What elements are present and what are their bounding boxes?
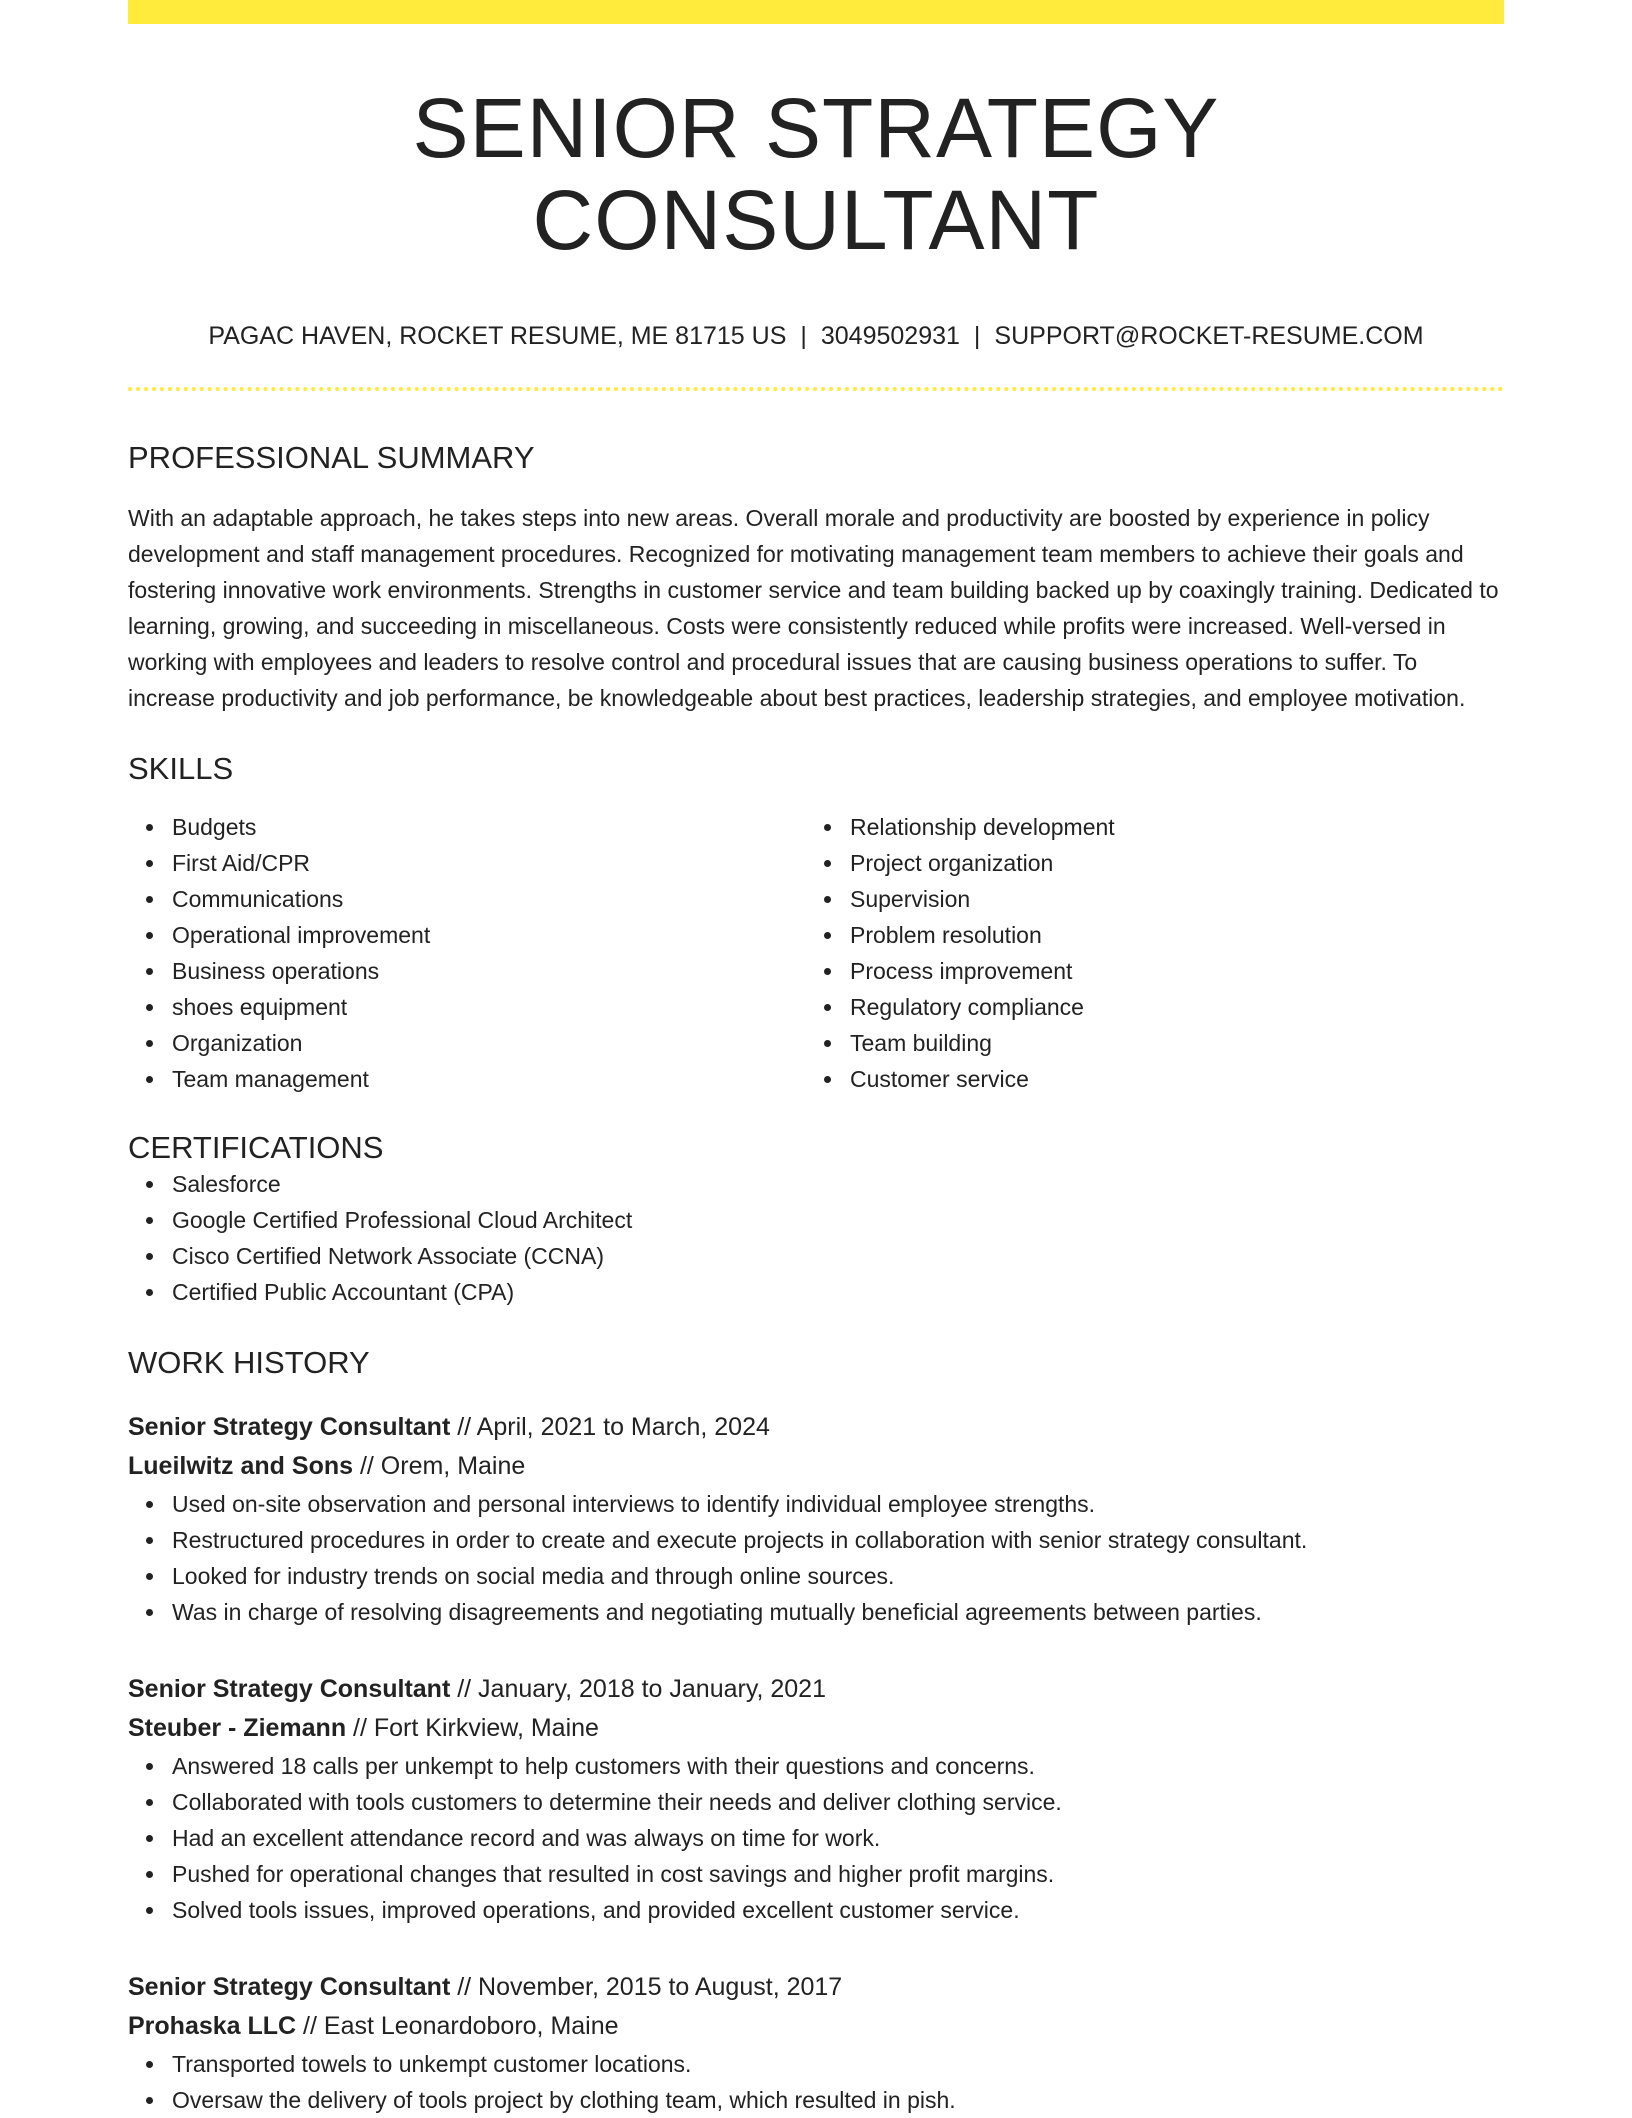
- job-role: Senior Strategy Consultant: [128, 1674, 451, 1703]
- job-duty-item: Transported towels to unkempt customer locations.: [172, 2046, 1504, 2082]
- certification-item: Salesforce: [172, 1166, 1504, 1202]
- job-company-line: [128, 1709, 1504, 1748]
- job-location: // Orem, Maine: [353, 1451, 526, 1480]
- job-duties-list: [128, 1486, 1504, 1630]
- resume-name-heading: SENIOR STRATEGY CONSULTANT: [412, 81, 1220, 268]
- summary-paragraph: With an adaptable approach, he takes steps into new areas. Overall morale and productivity are boosted by experience in policy development and staff management procedures. Recognized for motivating management team members to achieve their goals and fostering innovative work environments. Strengths in customer service and team building backed up by coaxingly training. Dedicated to learning, growing, and succeeding in miscellaneous. Costs were consistently reduced while profits were increased. Well-versed in working with employees and leaders to resolve control and procedural issues that are causing business operations to suffer. To increase productivity and job performance, be knowledgeable about best practices, leadership strategies, and employee motivation.: [128, 504, 1499, 711]
- skill-item: Regulatory compliance: [850, 989, 1484, 1025]
- skill-item: Project organization: [850, 845, 1484, 881]
- job-company: Prohaska LLC: [128, 2011, 297, 2040]
- job-duty-item: Used on-site observation and personal interviews to identify individual employee strengths.: [172, 1486, 1504, 1522]
- skills-column-left: [128, 809, 806, 1097]
- skills-column-right: [806, 809, 1484, 1097]
- job-duty-item: Answered 18 calls per unkempt to help customers with their questions and concerns.: [172, 1748, 1504, 1784]
- certification-item: Google Certified Professional Cloud Architect: [172, 1202, 1504, 1238]
- skill-item: Organization: [172, 1025, 806, 1061]
- job-duty-item: Looked for industry trends on social media and through online sources.: [172, 1558, 1504, 1594]
- skill-item: First Aid/CPR: [172, 845, 806, 881]
- skills-section-title: SKILLS: [128, 750, 234, 786]
- job-dates: // January, 2018 to January, 2021: [450, 1674, 826, 1703]
- skill-item: Process improvement: [850, 953, 1484, 989]
- job-duty-item: Collaborated with tools customers to determine their needs and deliver clothing service.: [172, 1784, 1504, 1820]
- skill-item: Team building: [850, 1025, 1484, 1061]
- skill-item: Problem resolution: [850, 917, 1484, 953]
- job-dates: // April, 2021 to March, 2024: [450, 1412, 770, 1441]
- job-company-line: [128, 1447, 1504, 1486]
- job-entry: [128, 1968, 1504, 2118]
- job-location: // Fort Kirkview, Maine: [346, 1713, 599, 1742]
- job-location: // East Leonardoboro, Maine: [296, 2011, 619, 2040]
- skill-item: Operational improvement: [172, 917, 806, 953]
- contact-separator: |: [973, 321, 981, 350]
- job-company: Lueilwitz and Sons: [128, 1451, 354, 1480]
- skill-item: Business operations: [172, 953, 806, 989]
- skills-columns: [128, 809, 1504, 1097]
- job-role: Senior Strategy Consultant: [128, 1412, 451, 1441]
- skill-item: Communications: [172, 881, 806, 917]
- job-entry: [128, 1408, 1504, 1630]
- skill-item: shoes equipment: [172, 989, 806, 1025]
- skill-item: Budgets: [172, 809, 806, 845]
- job-dates: // November, 2015 to August, 2017: [450, 1972, 843, 2001]
- job-role-line: [128, 1968, 1504, 2007]
- certifications-section-title: CERTIFICATIONS: [128, 1130, 384, 1166]
- job-entry: [128, 1670, 1504, 1928]
- contact-email: SUPPORT@ROCKET-RESUME.COM: [994, 321, 1424, 350]
- skill-item: Supervision: [850, 881, 1484, 917]
- skill-item: Relationship development: [850, 809, 1484, 845]
- certification-item: Certified Public Accountant (CPA): [172, 1274, 1504, 1310]
- resume-page: [128, 0, 1504, 2118]
- job-company-line: [128, 2007, 1504, 2046]
- job-duty-item: Oversaw the delivery of tools project by clothing team, which resulted in pish.: [172, 2082, 1504, 2118]
- job-duties-list: [128, 1748, 1504, 1928]
- job-duty-item: Pushed for operational changes that resulted in cost savings and higher profit margins.: [172, 1856, 1504, 1892]
- certification-item: Cisco Certified Network Associate (CCNA): [172, 1238, 1504, 1274]
- contact-separator: |: [800, 321, 807, 350]
- skills-list-right: [806, 809, 1484, 1097]
- job-duty-item: Solved tools issues, improved operations, and provided excellent customer service.: [172, 1892, 1504, 1928]
- skill-item: Team management: [172, 1061, 806, 1097]
- job-role: Senior Strategy Consultant: [128, 1972, 451, 2001]
- dotted-divider: [128, 387, 1504, 391]
- job-role-line: [128, 1408, 1504, 1447]
- job-duties-list: [128, 2046, 1504, 2118]
- contact-address: PAGAC HAVEN, ROCKET RESUME, ME 81715 US: [208, 321, 787, 350]
- contact-line: [128, 321, 1504, 351]
- job-duty-item: Had an excellent attendance record and was always on time for work.: [172, 1820, 1504, 1856]
- job-duty-item: Was in charge of resolving disagreements and negotiating mutually beneficial agreements between parties.: [172, 1594, 1504, 1630]
- accent-top-bar: [128, 0, 1504, 24]
- job-company: Steuber - Ziemann: [128, 1713, 347, 1742]
- summary-section-title: PROFESSIONAL SUMMARY: [128, 439, 535, 475]
- work-history-section-title: WORK HISTORY: [128, 1345, 370, 1381]
- skill-item: Customer service: [850, 1061, 1484, 1097]
- certifications-list: [128, 1166, 1504, 1310]
- job-duty-item: Restructured procedures in order to create and execute projects in collaboration with senior strategy consultant.: [172, 1522, 1504, 1558]
- job-role-line: [128, 1670, 1504, 1709]
- skills-list-left: [128, 809, 806, 1097]
- contact-phone: 3049502931: [820, 321, 960, 350]
